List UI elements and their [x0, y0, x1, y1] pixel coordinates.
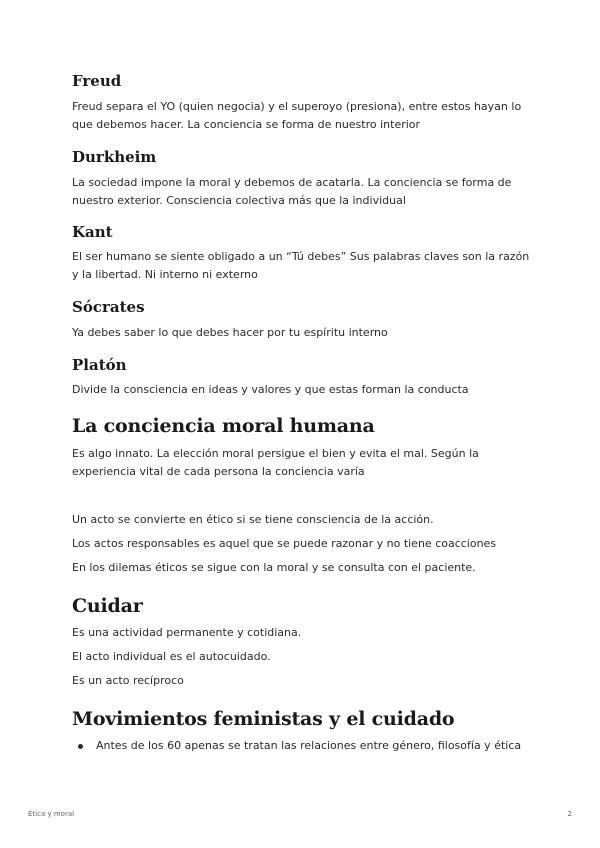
footer-page-number: 2 — [567, 810, 572, 818]
heading-conciencia-moral: La conciencia moral humana — [72, 415, 375, 437]
section-title-socrates: Sócrates — [72, 298, 145, 316]
section-title-platon: Platón — [72, 356, 127, 374]
cuidar-paragraph-2: El acto individual es el autocuidado. — [72, 650, 271, 663]
footer-document-title: Ética y moral — [28, 810, 75, 818]
bullet-icon — [78, 744, 83, 749]
section-body-socrates: Ya debes saber lo que debes hacer por tu espíritu interno — [72, 326, 388, 339]
section-body-kant: El ser humano se siente obligado a un “Tú debes” Sus palabras claves son la razón y la libertad. Ni interno ni externo — [72, 250, 530, 281]
heading-cuidar: Cuidar — [72, 595, 143, 617]
moral-paragraph-3: En los dilemas éticos se sigue con la moral y se consulta con el paciente. — [72, 561, 476, 574]
moral-paragraph-2: Los actos responsables es aquel que se puede razonar y no tiene coacciones — [72, 537, 497, 550]
moral-intro: Es algo innato. La elección moral persigue el bien y evita el mal. Según la experiencia vital de cada persona la conciencia varía — [72, 447, 479, 478]
cuidar-paragraph-1: Es una actividad permanente y cotidiana. — [72, 626, 302, 639]
heading-movimientos-feministas: Movimientos feministas y el cuidado — [72, 708, 455, 730]
list-item: Antes de los 60 apenas se tratan las relaciones entre género, filosofía y ética — [96, 739, 522, 752]
section-title-kant: Kant — [72, 223, 113, 241]
section-body-freud: Freud separa el YO (quien negocia) y el superoyo (presiona), entre estos hayan lo que debemos hacer. La conciencia se forma de nuestro interior — [72, 100, 522, 131]
section-title-durkheim: Durkheim — [72, 148, 157, 166]
cuidar-paragraph-3: Es un acto recíproco — [72, 674, 184, 687]
section-body-platon: Divide la consciencia en ideas y valores y que estas forman la conducta — [72, 383, 469, 396]
moral-paragraph-1: Un acto se convierte en ético si se tiene consciencia de la acción. — [72, 513, 434, 526]
section-body-durkheim: La sociedad impone la moral y debemos de acatarla. La conciencia se forma de nuestro exterior. Consciencia colectiva más que la individual — [72, 176, 512, 207]
section-title-freud: Freud — [72, 72, 122, 90]
